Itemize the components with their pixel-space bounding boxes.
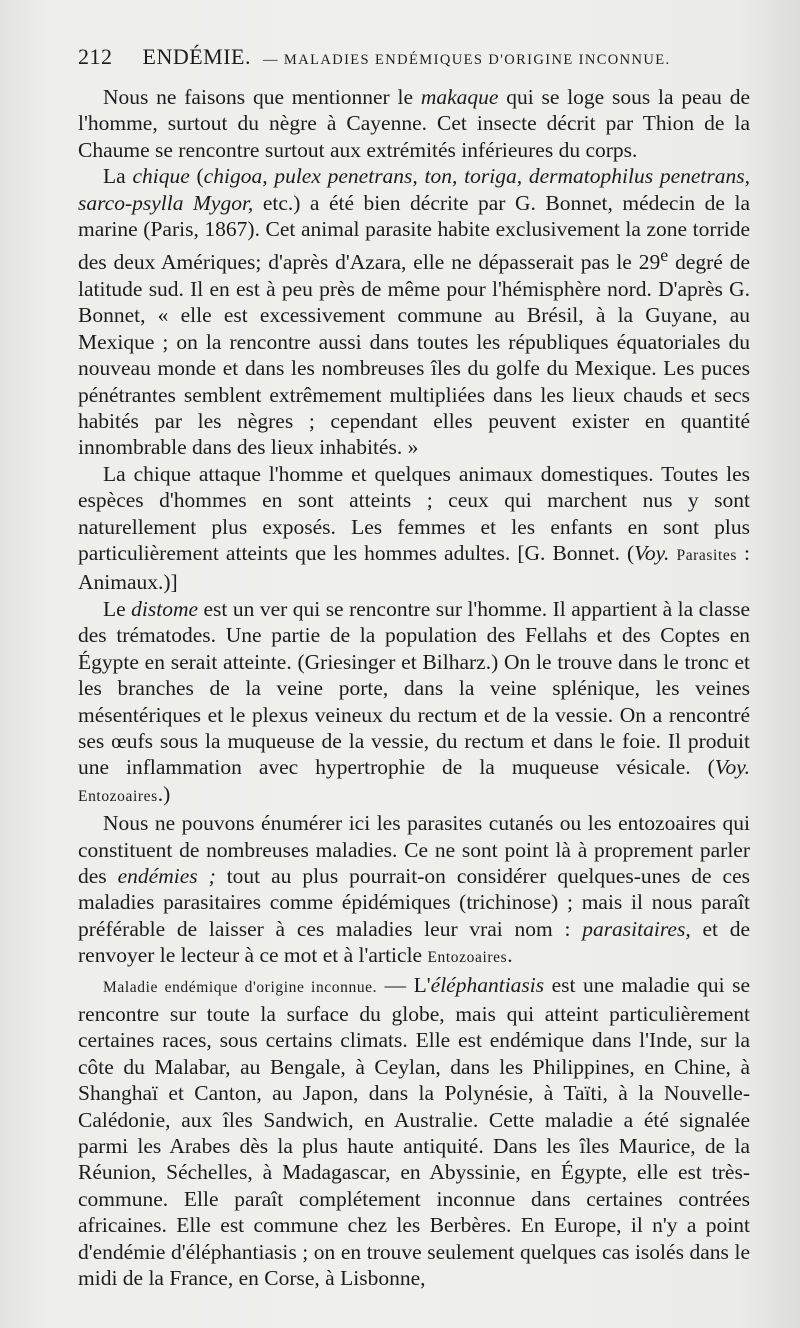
text-run: : Animaux.)] (78, 541, 750, 595)
italic-voy: Voy. (634, 541, 670, 566)
italic-synonyms: chigoa, pulex penetrans, ton, toriga, dermatophilus penetrans, sarco-psylla Mygor, (78, 164, 750, 215)
italic-term: makaque (420, 85, 499, 109)
paragraph-chique-attaque (78, 461, 750, 596)
small-caps-reference: Entozoaires (78, 787, 158, 805)
small-caps-reference: Parasites (676, 547, 737, 565)
paragraph-elephantiasis (78, 972, 750, 1292)
text-run: . (507, 943, 513, 968)
text-run: Le (103, 596, 132, 621)
text-run: etc.) a été bien décrite par G. Bonnet, médecin de la marine (Paris, 1867). Cet animal parasite habite exclusivement la zone torride des deux Amériques; d'après d'Azara, elle ne dépasserait pas le 29 (78, 190, 750, 275)
paragraph-parasites (78, 810, 750, 971)
small-caps-reference: Entozoaires (427, 949, 508, 967)
italic-term: chique (132, 164, 190, 189)
page-number: 212 (78, 44, 113, 69)
text-run: — L' (377, 972, 431, 997)
italic-voy: Voy. (714, 755, 750, 780)
text-run: et de renvoyer le lecteur à ce mot et à l'article (78, 916, 750, 968)
text-run: qui se loge sous la peau de l'homme, surtout du nègre à Cayenne. Cet insecte décrit par Thion de la Chaume se rencontre surtout aux extrémités inférieures du corps. (78, 85, 750, 162)
text-run: ( (189, 164, 204, 189)
text-run: .) (157, 781, 171, 806)
running-title: ENDÉMIE. (142, 44, 251, 69)
paragraph-chique (78, 163, 750, 461)
running-header (78, 44, 758, 78)
italic-term: parasitaires, (582, 916, 691, 941)
section-heading: Maladie endémique d'origine inconnue. (103, 978, 378, 996)
paragraph-distome (78, 596, 750, 810)
text-run: Nous ne faisons que mentionner le (103, 85, 421, 109)
italic-term: éléphantiasis (430, 972, 545, 997)
superscript: e (660, 245, 669, 266)
text-run: degré de latitude sud. Il en est à peu près de même pour l'hémisphère nord. D'après G. Bonnet, « elle est excessivement commune au Brésil, à la Guyane, au Mexique ; on la rencontre aussi dans toutes les républiques équatoriales du nouveau monde et dans les nombreuses îles du golfe du Mexique. Les puces pénétrantes semblent extrêmement multipliées dans les lieux chauds et secs habités par les nègres ; cependant elles peuvent exister en quantité innombrable dans des lieux inhabités. » (78, 250, 750, 460)
italic-term: endémies ; (117, 863, 216, 888)
text-run: La chique attaque l'homme et quelques animaux domestiques. Toutes les espèces d'hommes en sont atteints ; ceux qui marchent nus y sont naturellement plus exposés. Les femmes et les enfants en sont plus particulièrement atteints que les hommes adultes. [G. Bonnet. ( (78, 461, 750, 566)
body-text (78, 84, 750, 1291)
text-run: La (103, 164, 133, 189)
text-run: tout au plus pourrait-on considérer quelques-unes de ces maladies parasitaires comme épidémiques (trichinose) ; mais il nous paraît préférable de laisser à ces maladies leur vrai nom : (78, 863, 751, 941)
running-subtitle: — MALADIES ENDÉMIQUES D'ORIGINE INCONNUE. (262, 52, 671, 68)
italic-term: distome (131, 596, 199, 621)
paragraph-makaque (78, 84, 750, 163)
text-run: est une maladie qui se rencontre sur toute la surface du globe, mais qui atteint particulièrement certaines races, sous certains climats. Elle est endémique dans l'Inde, sur la côte du Malabar, au Bengale, à Ceylan, dans les Philippines, en Chine, à Shanghaï et Canton, au Japon, dans la Polynésie, à Taïti, à la Nouvelle-Calédonie, aux îles Sandwich, en Australie. Cette maladie a été signalée parmi les Arabes dès la plus haute antiquité. Dans les îles Maurice, de la Réunion, Séchelles, à Madagascar, en Abyssinie, en Égypte, elle est très-commune. Elle paraît complétement inconnue dans certaines contrées africaines. Elle est commune chez les Berbères. En Europe, il n'y a point d'endémie d'éléphantiasis ; on en trouve seulement quelques cas isolés dans le midi de la France, en Corse, à Lisbonne, (78, 972, 750, 1291)
text-run: Nous ne pouvons énumérer ici les parasites cutanés ou les entozoaires qui constituent de nombreuses maladies. Ce ne sont point là à proprement parler des (78, 811, 750, 888)
text-run: est un ver qui se rencontre sur l'homme. Il appartient à la classe des trématodes. Une partie de la population des Fellahs et des Coptes en Égypte en serait atteinte. (Griesinger et Bilharz.) On le trouve dans le tronc et les branches de la veine porte, dans la veine splénique, les veines mésentériques et le plexus veineux du rectum et de la vessie. On a rencontré ses œufs sous la muqueuse de la vessie, du rectum et dans le foie. Il produit une inflammation avec hypertrophie de la muqueuse vésicale. ( (78, 596, 750, 780)
